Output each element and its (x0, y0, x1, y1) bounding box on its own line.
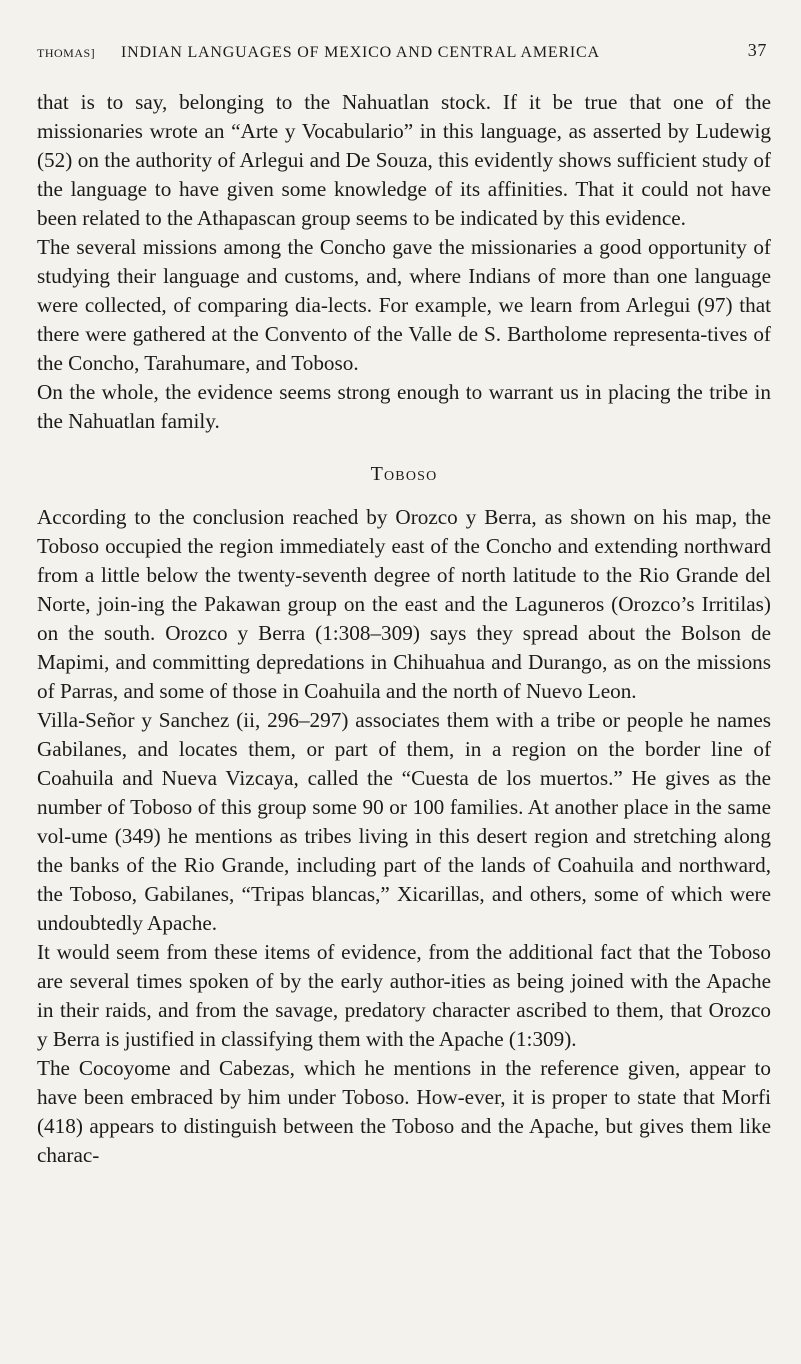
paragraph: According to the conclusion reached by Orozco y Berra, as shown on his map, the Toboso occupied the region immediately east of the Concho and extending northward from a little below the twenty-seventh degree of north latitude to the Rio Grande del Norte, join-ing the Pakawan group on the east and the Laguneros (Orozco’s Irritilas) on the south. Orozco y Berra (1:308–309) says they spread about the Bolson de Mapimi, and committing depredations in Chihuahua and Durango, as on the missions of Parras, and some of those in Coahuila and the north of Nuevo Leon. (37, 505, 771, 703)
running-head (37, 30, 771, 60)
body-text (37, 88, 771, 1170)
paragraph: The several missions among the Concho gave the missionaries a good opportunity of studying their language and customs, and, where Indians of more than one language were collected, of comparing dia-lects. For example, we learn from Arlegui (97) that there were gathered at the Convento of the Valle de S. Bartholome representa-tives of the Concho, Tarahumare, and Toboso. (37, 235, 771, 375)
page-number: 37 (747, 40, 767, 60)
paragraph: On the whole, the evidence seems strong enough to warrant us in placing the tribe in the Nahuatlan family. (37, 380, 771, 433)
paragraph: The Cocoyome and Cabezas, which he mentions in the reference given, appear to have been embraced by him under Toboso. How-ever, it is proper to state that Morfi (418) appears to distinguish between the Toboso and the Apache, but gives them like charac- (37, 1056, 771, 1167)
paragraph: Villa-Señor y Sanchez (ii, 296–297) associates them with a tribe or people he names Gabilanes, and locates them, or part of them, in a region on the border line of Coahuila and Nueva Vizcaya, called the “Cuesta de los muertos.” He gives as the number of Toboso of this group some 90 or 100 families. At another place in the same vol-ume (349) he mentions as tribes living in this desert region and stretching along the banks of the Rio Grande, including part of the lands of Coahuila and northward, the Toboso, Gabilanes, “Tripas blancas,” Xicarillas, and others, some of which were undoubtedly Apache. (37, 708, 771, 935)
paragraph: It would seem from these items of evidence, from the additional fact that the Toboso are several times spoken of by the early author-ities as being joined with the Apache in their raids, and from the savage, predatory character ascribed to them, that Orozco y Berra is justified in classifying them with the Apache (1:309). (37, 940, 771, 1051)
section-heading: Toboso (370, 463, 438, 485)
paragraph: that is to say, belonging to the Nahuatlan stock. If it be true that one of the missionaries wrote an “Arte y Vocabulario” in this language, as asserted by Ludewig (52) on the authority of Arlegui and De Souza, this evidently shows sufficient study of the language to have given some knowledge of its affinities. That it could not have been related to the Athapascan group seems to be indicated by this evidence. (37, 90, 771, 230)
running-head-title: INDIAN LANGUAGES OF MEXICO AND CENTRAL AMERICA (121, 44, 600, 61)
running-head-author: THOMAS] (37, 46, 96, 60)
